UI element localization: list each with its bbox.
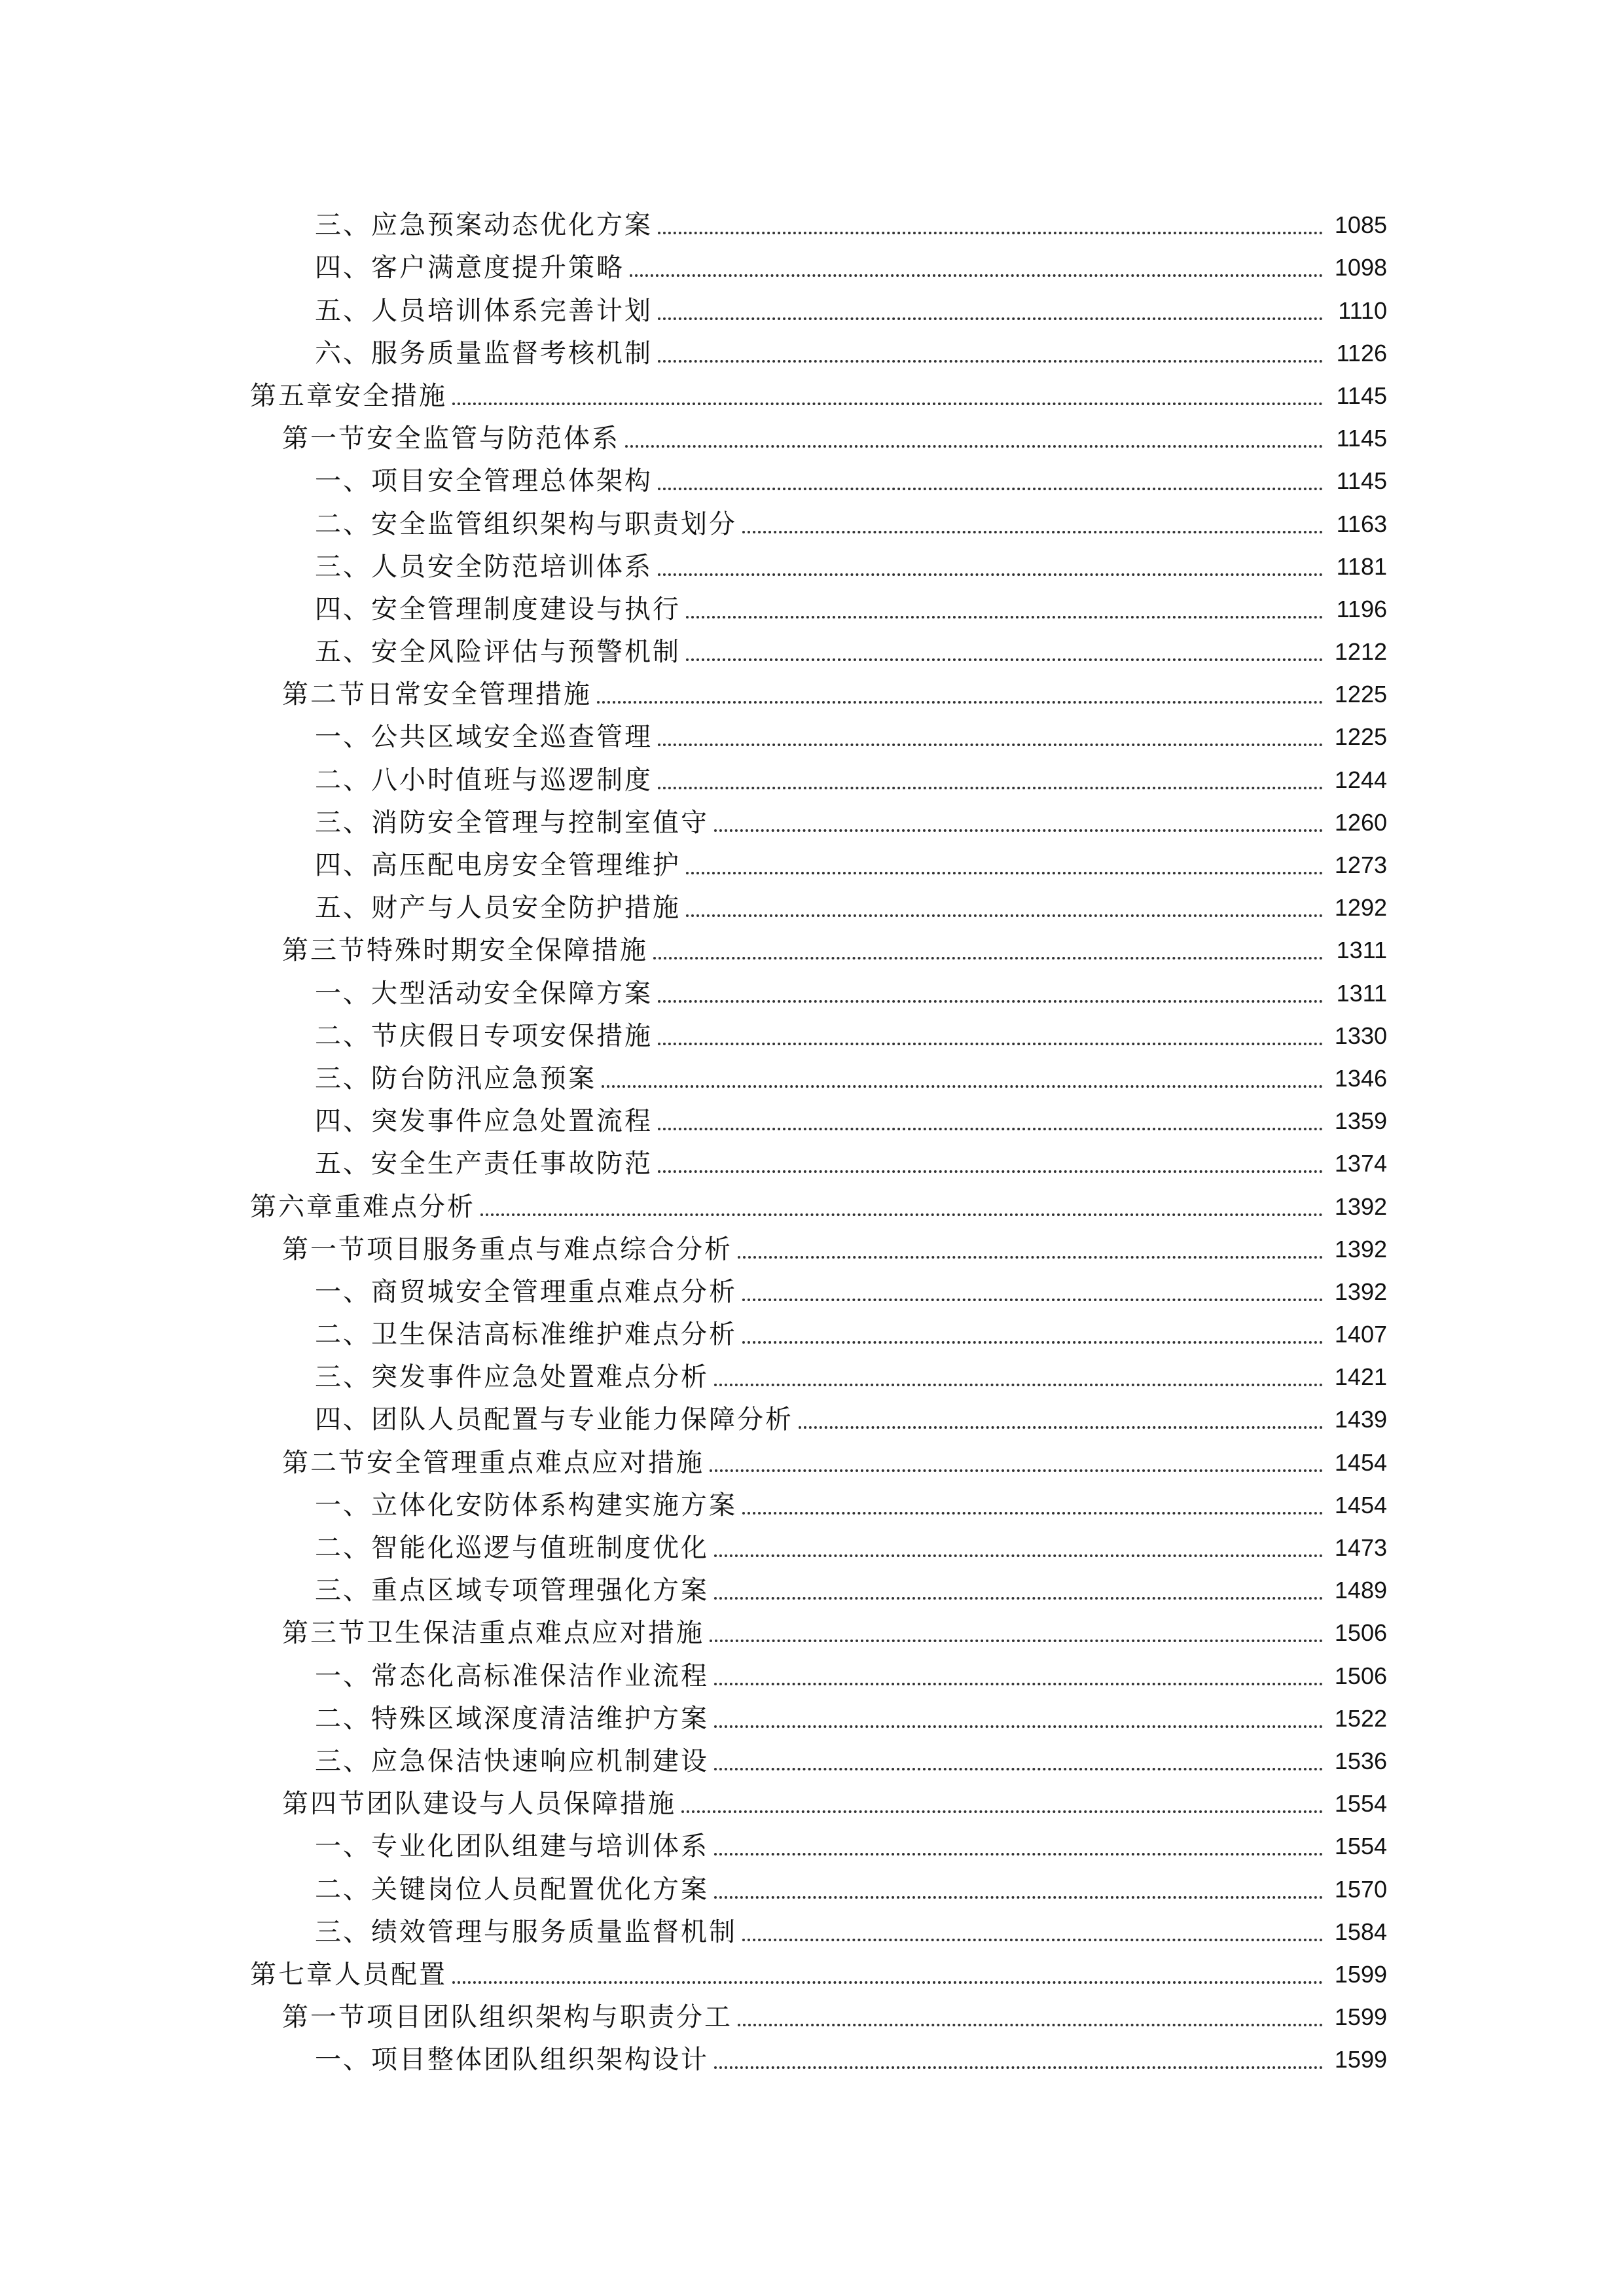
toc-subsection-entry[interactable]	[0, 1567, 1624, 1609]
toc-subsection-entry[interactable]	[0, 1695, 1624, 1738]
toc-entry-title: 四、高压配电房安全管理维护	[315, 850, 681, 880]
toc-subsection-entry[interactable]	[0, 1013, 1624, 1055]
toc-dot-leader	[653, 957, 1323, 960]
toc-subsection-entry[interactable]	[0, 2036, 1624, 2079]
toc-dot-leader	[742, 1299, 1323, 1301]
toc-dot-leader	[742, 1512, 1323, 1515]
toc-entry-title: 一、立体化安防体系构建实施方案	[315, 1490, 737, 1520]
toc-chapter-entry[interactable]	[0, 1951, 1624, 1994]
toc-entry-title: 四、团队人员配置与专业能力保障分析	[315, 1405, 793, 1435]
toc-subsection-entry[interactable]	[0, 713, 1624, 756]
toc-entry-title: 三、消防安全管理与控制室值守	[315, 807, 709, 838]
toc-page-number: 1163	[1336, 510, 1387, 537]
toc-subsection-entry[interactable]	[0, 457, 1624, 500]
toc-dot-leader	[686, 914, 1323, 917]
toc-dot-leader	[714, 1896, 1323, 1899]
toc-entry-title: 五、安全风险评估与预警机制	[315, 637, 681, 668]
toc-subsection-entry[interactable]	[0, 287, 1624, 329]
toc-dot-leader	[714, 2066, 1323, 2069]
toc-page-number: 1311	[1336, 937, 1387, 964]
toc-dot-leader	[714, 1597, 1323, 1600]
toc-entry-title: 第一节项目服务重点与难点综合分析	[282, 1234, 732, 1265]
toc-section-entry[interactable]	[0, 1439, 1624, 1481]
toc-subsection-entry[interactable]	[0, 244, 1624, 287]
toc-subsection-entry[interactable]	[0, 586, 1624, 628]
toc-dot-leader	[658, 232, 1323, 234]
toc-entry-title: 二、特殊区域深度清洁维护方案	[315, 1703, 709, 1734]
toc-page-number: 1359	[1334, 1107, 1387, 1135]
toc-page-number: 1244	[1334, 766, 1387, 793]
toc-subsection-entry[interactable]	[0, 1268, 1624, 1311]
toc-entry-title: 三、防台防汛应急预案	[315, 1063, 596, 1094]
toc-entry-title: 二、卫生保洁高标准维护难点分析	[315, 1319, 737, 1350]
toc-dot-leader	[658, 1000, 1323, 1003]
toc-entry-title: 一、专业化团队组建与培训体系	[315, 1831, 709, 1862]
toc-subsection-entry[interactable]	[0, 1865, 1624, 1908]
toc-entry-title: 二、八小时值班与巡逻制度	[315, 764, 653, 795]
toc-section-entry[interactable]	[0, 1609, 1624, 1652]
toc-dot-leader	[710, 1640, 1323, 1642]
toc-dot-leader	[658, 787, 1323, 789]
toc-page-number: 1407	[1334, 1321, 1387, 1348]
toc-page-number: 1506	[1334, 1662, 1387, 1689]
toc-subsection-entry[interactable]	[0, 1354, 1624, 1396]
toc-dot-leader	[738, 2024, 1323, 2026]
toc-dot-leader	[452, 403, 1323, 405]
toc-dot-leader	[681, 1810, 1323, 1813]
toc-page-number: 1292	[1334, 894, 1387, 922]
toc-page-number: 1212	[1334, 638, 1387, 666]
toc-subsection-entry[interactable]	[0, 202, 1624, 244]
toc-dot-leader	[686, 658, 1323, 661]
toc-entry-title: 一、商贸城安全管理重点难点分析	[315, 1276, 737, 1307]
toc-subsection-entry[interactable]	[0, 543, 1624, 586]
toc-entry-title: 六、服务质量监督考核机制	[315, 338, 653, 368]
toc-page-number: 1473	[1334, 1534, 1387, 1561]
toc-entry-title: 第一节安全监管与防范体系	[282, 423, 620, 454]
toc-dot-leader	[738, 1256, 1323, 1259]
toc-page-number: 1098	[1334, 254, 1387, 281]
toc-entry-title: 三、突发事件应急处置难点分析	[315, 1362, 709, 1393]
toc-chapter-entry[interactable]	[0, 1183, 1624, 1225]
toc-dot-leader	[452, 1981, 1323, 1984]
toc-entry-title: 四、突发事件应急处置流程	[315, 1106, 653, 1137]
toc-subsection-entry[interactable]	[0, 1311, 1624, 1354]
toc-section-entry[interactable]	[0, 415, 1624, 457]
toc-entry-title: 第五章安全措施	[250, 380, 447, 411]
toc-dot-leader	[658, 1170, 1323, 1173]
toc-entry-title: 第三节卫生保洁重点难点应对措施	[282, 1618, 704, 1649]
toc-dot-leader	[686, 872, 1323, 874]
toc-dot-leader	[597, 701, 1323, 704]
toc-dot-leader	[658, 573, 1323, 576]
toc-subsection-entry[interactable]	[0, 1524, 1624, 1567]
toc-entry-title: 一、项目安全管理总体架构	[315, 466, 653, 497]
toc-dot-leader	[480, 1213, 1323, 1216]
toc-entry-title: 三、应急预案动态优化方案	[315, 210, 653, 241]
toc-entry-title: 二、节庆假日专项安保措施	[315, 1020, 653, 1051]
toc-page-number: 1196	[1336, 595, 1387, 622]
toc-page-number: 1454	[1334, 1491, 1387, 1518]
toc-dot-leader	[742, 531, 1323, 533]
toc-entry-title: 一、大型活动安全保障方案	[315, 978, 653, 1009]
toc-page-number: 1584	[1334, 1918, 1387, 1945]
toc-subsection-entry[interactable]	[0, 756, 1624, 798]
toc-page-number: 1454	[1334, 1448, 1387, 1476]
toc-subsection-entry[interactable]	[0, 1909, 1624, 1951]
toc-dot-leader	[714, 1853, 1323, 1856]
toc-entry-title: 第六章重难点分析	[250, 1191, 475, 1222]
toc-dot-leader	[625, 445, 1323, 448]
toc-entry-title: 二、智能化巡逻与值班制度优化	[315, 1533, 709, 1563]
toc-dot-leader	[714, 1384, 1323, 1386]
toc-entry-title: 四、客户满意度提升策略	[315, 253, 624, 283]
toc-dot-leader	[799, 1426, 1323, 1429]
toc-dot-leader	[714, 1768, 1323, 1770]
toc-dot-leader	[742, 1341, 1323, 1344]
toc-page-number: 1599	[1334, 2003, 1387, 2031]
toc-chapter-entry[interactable]	[0, 372, 1624, 415]
toc-page-number: 1536	[1334, 1747, 1387, 1774]
toc-subsection-entry[interactable]	[0, 1140, 1624, 1183]
toc-entry-title: 第二节安全管理重点难点应对措施	[282, 1447, 704, 1478]
toc-subsection-entry[interactable]	[0, 799, 1624, 842]
toc-page-number: 1145	[1336, 382, 1387, 409]
toc-page-number: 1522	[1334, 1704, 1387, 1732]
toc-subsection-entry[interactable]	[0, 884, 1624, 927]
toc-dot-leader	[658, 360, 1323, 363]
toc-entry-title: 三、重点区域专项管理强化方案	[315, 1575, 709, 1606]
toc-dot-leader	[714, 829, 1323, 832]
toc-section-entry[interactable]	[0, 927, 1624, 969]
toc-dot-leader	[658, 317, 1323, 320]
toc-entry-title: 第三节特殊时期安全保障措施	[282, 935, 648, 966]
toc-page-number: 1273	[1334, 852, 1387, 878]
toc-dot-leader	[658, 488, 1323, 490]
table-of-contents	[0, 202, 1624, 2079]
toc-section-entry[interactable]	[0, 1226, 1624, 1268]
toc-page-number: 1392	[1334, 1278, 1387, 1305]
toc-subsection-entry[interactable]	[0, 1652, 1624, 1695]
toc-entry-title: 一、公共区域安全巡查管理	[315, 722, 653, 753]
toc-subsection-entry[interactable]	[0, 1396, 1624, 1439]
toc-subsection-entry[interactable]	[0, 842, 1624, 884]
toc-subsection-entry[interactable]	[0, 1738, 1624, 1780]
toc-page-number: 1554	[1334, 1790, 1387, 1818]
toc-dot-leader	[658, 1043, 1323, 1045]
toc-entry-title: 第七章人员配置	[250, 1959, 447, 1990]
toc-dot-leader	[630, 274, 1323, 277]
toc-page-number: 1392	[1334, 1193, 1387, 1220]
toc-dot-leader	[710, 1469, 1323, 1472]
toc-page-number: 1145	[1336, 467, 1387, 495]
toc-dot-leader	[658, 1128, 1323, 1130]
toc-dot-leader	[714, 1554, 1323, 1557]
toc-entry-title: 二、关键岗位人员配置优化方案	[315, 1874, 709, 1905]
toc-dot-leader	[686, 616, 1323, 619]
toc-subsection-entry[interactable]	[0, 1055, 1624, 1098]
toc-page-number: 1421	[1334, 1363, 1387, 1391]
toc-dot-leader	[714, 1725, 1323, 1728]
toc-subsection-entry[interactable]	[0, 1482, 1624, 1524]
toc-subsection-entry[interactable]	[0, 969, 1624, 1012]
toc-entry-title: 一、常态化高标准保洁作业流程	[315, 1660, 709, 1691]
toc-entry-title: 第一节项目团队组织架构与职责分工	[282, 2002, 732, 2033]
toc-subsection-entry[interactable]	[0, 500, 1624, 543]
toc-page-number: 1489	[1334, 1577, 1387, 1604]
toc-page-number: 1599	[1334, 2046, 1387, 2073]
toc-page-number: 1126	[1336, 339, 1387, 367]
toc-page-number: 1260	[1334, 808, 1387, 836]
toc-section-entry[interactable]	[0, 671, 1624, 713]
toc-dot-leader	[742, 1939, 1323, 1941]
toc-section-entry[interactable]	[0, 1994, 1624, 2036]
toc-subsection-entry[interactable]	[0, 1098, 1624, 1140]
toc-page-number: 1225	[1334, 723, 1387, 751]
toc-entry-title: 三、应急保洁快速响应机制建设	[315, 1746, 709, 1776]
toc-page-number: 1439	[1334, 1406, 1387, 1433]
toc-page-number: 1506	[1334, 1619, 1387, 1647]
toc-entry-title: 第二节日常安全管理措施	[282, 679, 592, 710]
toc-page-number: 1374	[1334, 1150, 1387, 1177]
toc-subsection-entry[interactable]	[0, 1823, 1624, 1865]
toc-dot-leader	[658, 744, 1323, 746]
toc-entry-title: 二、安全监管组织架构与职责划分	[315, 509, 737, 539]
toc-page-number: 1225	[1334, 681, 1387, 708]
toc-page-number: 1145	[1336, 425, 1387, 452]
toc-subsection-entry[interactable]	[0, 628, 1624, 671]
toc-entry-title: 第四节团队建设与人员保障措施	[282, 1789, 676, 1820]
toc-entry-title: 三、绩效管理与服务质量监督机制	[315, 1916, 737, 1947]
toc-entry-title: 五、财产与人员安全防护措施	[315, 893, 681, 924]
toc-page-number: 1346	[1334, 1064, 1387, 1092]
toc-entry-title: 一、项目整体团队组织架构设计	[315, 2045, 709, 2075]
toc-page-number: 1311	[1336, 979, 1387, 1007]
toc-entry-title: 五、安全生产责任事故防范	[315, 1149, 653, 1179]
toc-page-number: 1181	[1336, 552, 1387, 580]
toc-page-number: 1110	[1338, 296, 1387, 324]
toc-dot-leader	[602, 1085, 1323, 1088]
toc-section-entry[interactable]	[0, 1780, 1624, 1823]
toc-dot-leader	[714, 1683, 1323, 1685]
toc-subsection-entry[interactable]	[0, 330, 1624, 372]
toc-page-number: 1085	[1334, 211, 1387, 239]
toc-page-number: 1570	[1334, 1875, 1387, 1903]
toc-entry-title: 四、安全管理制度建设与执行	[315, 594, 681, 624]
toc-entry-title: 三、人员安全防范培训体系	[315, 551, 653, 582]
toc-page-number: 1554	[1334, 1833, 1387, 1860]
toc-page-number: 1599	[1334, 1960, 1387, 1988]
toc-page-number: 1330	[1334, 1022, 1387, 1049]
toc-page-number: 1392	[1334, 1235, 1387, 1263]
toc-entry-title: 五、人员培训体系完善计划	[315, 295, 653, 326]
